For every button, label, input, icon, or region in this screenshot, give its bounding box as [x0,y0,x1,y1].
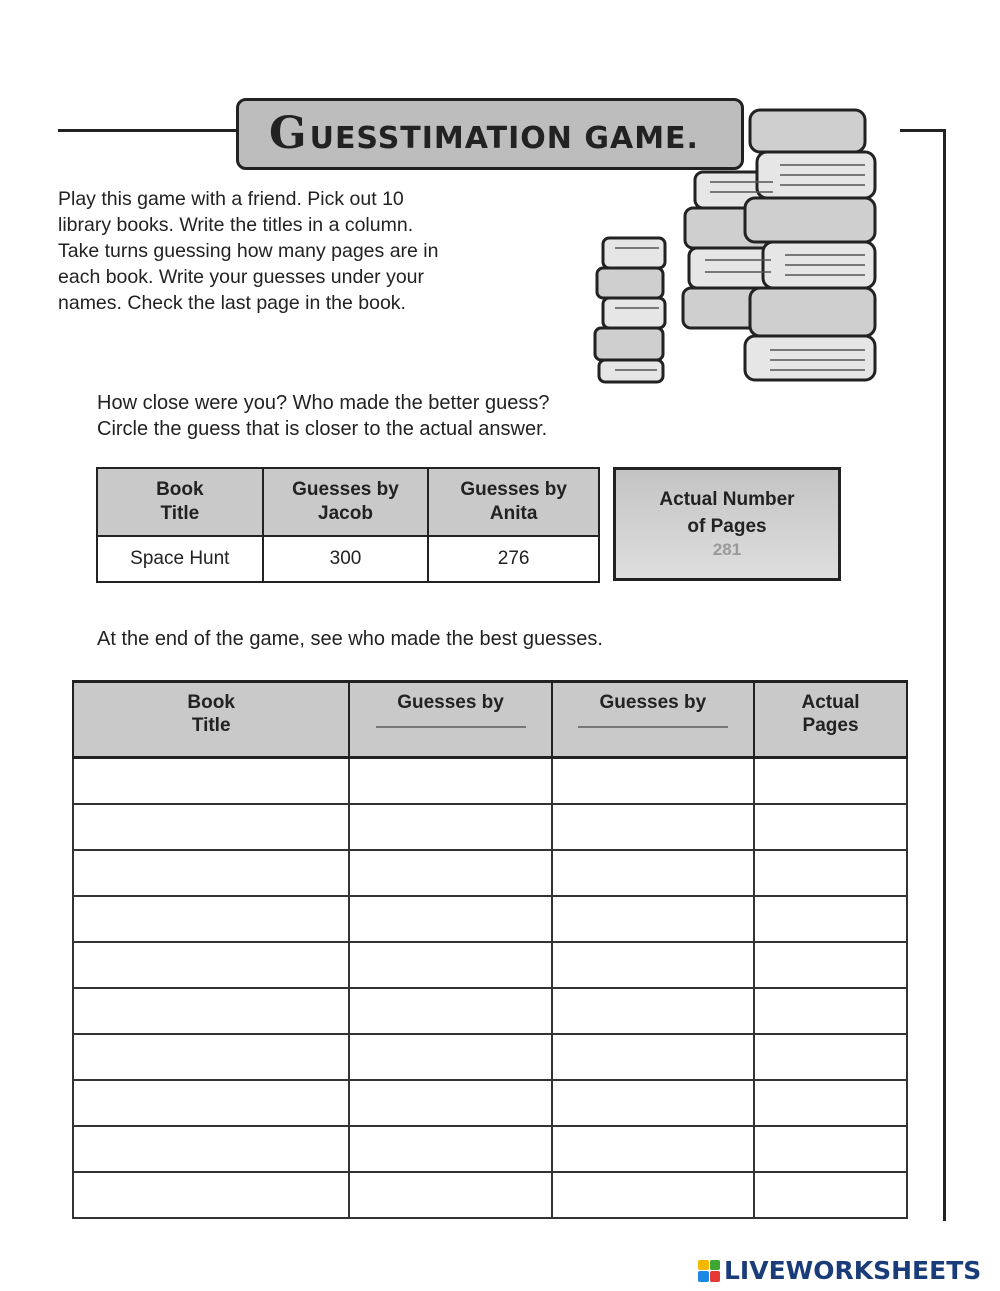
intro-line: each book. Write your guesses under your [58,266,425,288]
game-cell-player1[interactable] [349,1172,551,1218]
table-row [73,850,907,896]
actual-label-line2: of Pages [687,516,767,537]
game-cell-title[interactable] [73,758,349,805]
game-cell-player1[interactable] [349,896,551,942]
game-header-player1 [349,682,551,758]
game-header-actual-pages: Actual Pages [754,682,907,758]
game-cell-player1[interactable] [349,1034,551,1080]
game-cell-player1[interactable] [349,758,551,805]
question-instructions [97,390,549,442]
game-cell-player2[interactable] [552,1034,754,1080]
game-header-book-title: Book Title [73,682,349,758]
book-stack-illustration [585,100,905,390]
example-header-book-title: Book Title [97,468,263,536]
example-cell-jacob: 300 [263,536,429,582]
page-title: GUESSTIMATION GAME. [269,108,699,159]
game-cell-player1[interactable] [349,1126,551,1172]
example-header-jacob: Guesses by Jacob [263,468,429,536]
example-header-anita: Guesses by Anita [428,468,599,536]
game-cell-player2[interactable] [552,804,754,850]
game-cell-title[interactable] [73,942,349,988]
game-header-player2 [552,682,754,758]
game-cell-player2[interactable] [552,850,754,896]
game-cell-title[interactable] [73,1080,349,1126]
table-row [73,1126,907,1172]
game-cell-player1[interactable] [349,942,551,988]
game-cell-title[interactable] [73,850,349,896]
table-row [73,1172,907,1218]
table-row [73,942,907,988]
player2-name-blank[interactable] [578,726,728,728]
game-header-player1-label: Guesses by [397,692,504,713]
end-instructions: At the end of the game, see who made the best guesses. [97,628,603,650]
game-cell-title[interactable] [73,1172,349,1218]
game-cell-actual[interactable] [754,850,907,896]
game-cell-title[interactable] [73,804,349,850]
game-cell-actual[interactable] [754,1172,907,1218]
game-cell-player2[interactable] [552,988,754,1034]
game-cell-player1[interactable] [349,1080,551,1126]
game-cell-player2[interactable] [552,896,754,942]
game-cell-player2[interactable] [552,942,754,988]
table-row [73,1034,907,1080]
game-table [72,680,908,1219]
game-cell-actual[interactable] [754,988,907,1034]
game-cell-title[interactable] [73,1126,349,1172]
example-cell-anita: 276 [428,536,599,582]
actual-value: 281 [712,540,742,559]
table-row [73,988,907,1034]
game-header-player2-label: Guesses by [599,692,707,713]
intro-line: library books. Write the titles in a column. [58,214,414,236]
intro-line: Take turns guessing how many pages are in [58,240,439,262]
intro-paragraph [58,186,578,316]
actual-pages-box [613,467,841,581]
game-cell-player1[interactable] [349,850,551,896]
game-cell-player2[interactable] [552,1172,754,1218]
game-cell-player2[interactable] [552,758,754,805]
frame-top-right-line [900,129,946,132]
example-table [96,467,600,583]
liveworksheets-logo [698,1256,981,1285]
game-cell-title[interactable] [73,988,349,1034]
player1-name-blank[interactable] [376,726,526,728]
logo-mark-icon [698,1260,720,1282]
table-row [97,536,599,582]
game-cell-player2[interactable] [552,1080,754,1126]
table-row [73,1080,907,1126]
game-cell-actual[interactable] [754,758,907,805]
game-cell-actual[interactable] [754,1080,907,1126]
game-cell-player1[interactable] [349,988,551,1034]
logo-text: LIVEWORKSHEETS [724,1256,982,1285]
game-cell-title[interactable] [73,896,349,942]
game-cell-player1[interactable] [349,804,551,850]
game-cell-actual[interactable] [754,804,907,850]
game-cell-actual[interactable] [754,1126,907,1172]
frame-top-left-line [58,129,238,132]
game-cell-actual[interactable] [754,1034,907,1080]
game-cell-actual[interactable] [754,896,907,942]
table-row [73,758,907,805]
actual-label-line1: Actual Number [659,489,795,510]
game-cell-player2[interactable] [552,1126,754,1172]
game-cell-title[interactable] [73,1034,349,1080]
intro-line: Play this game with a friend. Pick out 10 [58,188,404,210]
table-row [73,896,907,942]
example-cell-title: Space Hunt [97,536,263,582]
question-line: Circle the guess that is closer to the actual answer. [97,418,548,440]
frame-right-line [943,129,946,1221]
table-row [73,804,907,850]
question-line: How close were you? Who made the better guess? [97,392,550,414]
game-cell-actual[interactable] [754,942,907,988]
intro-line: names. Check the last page in the book. [58,292,406,314]
